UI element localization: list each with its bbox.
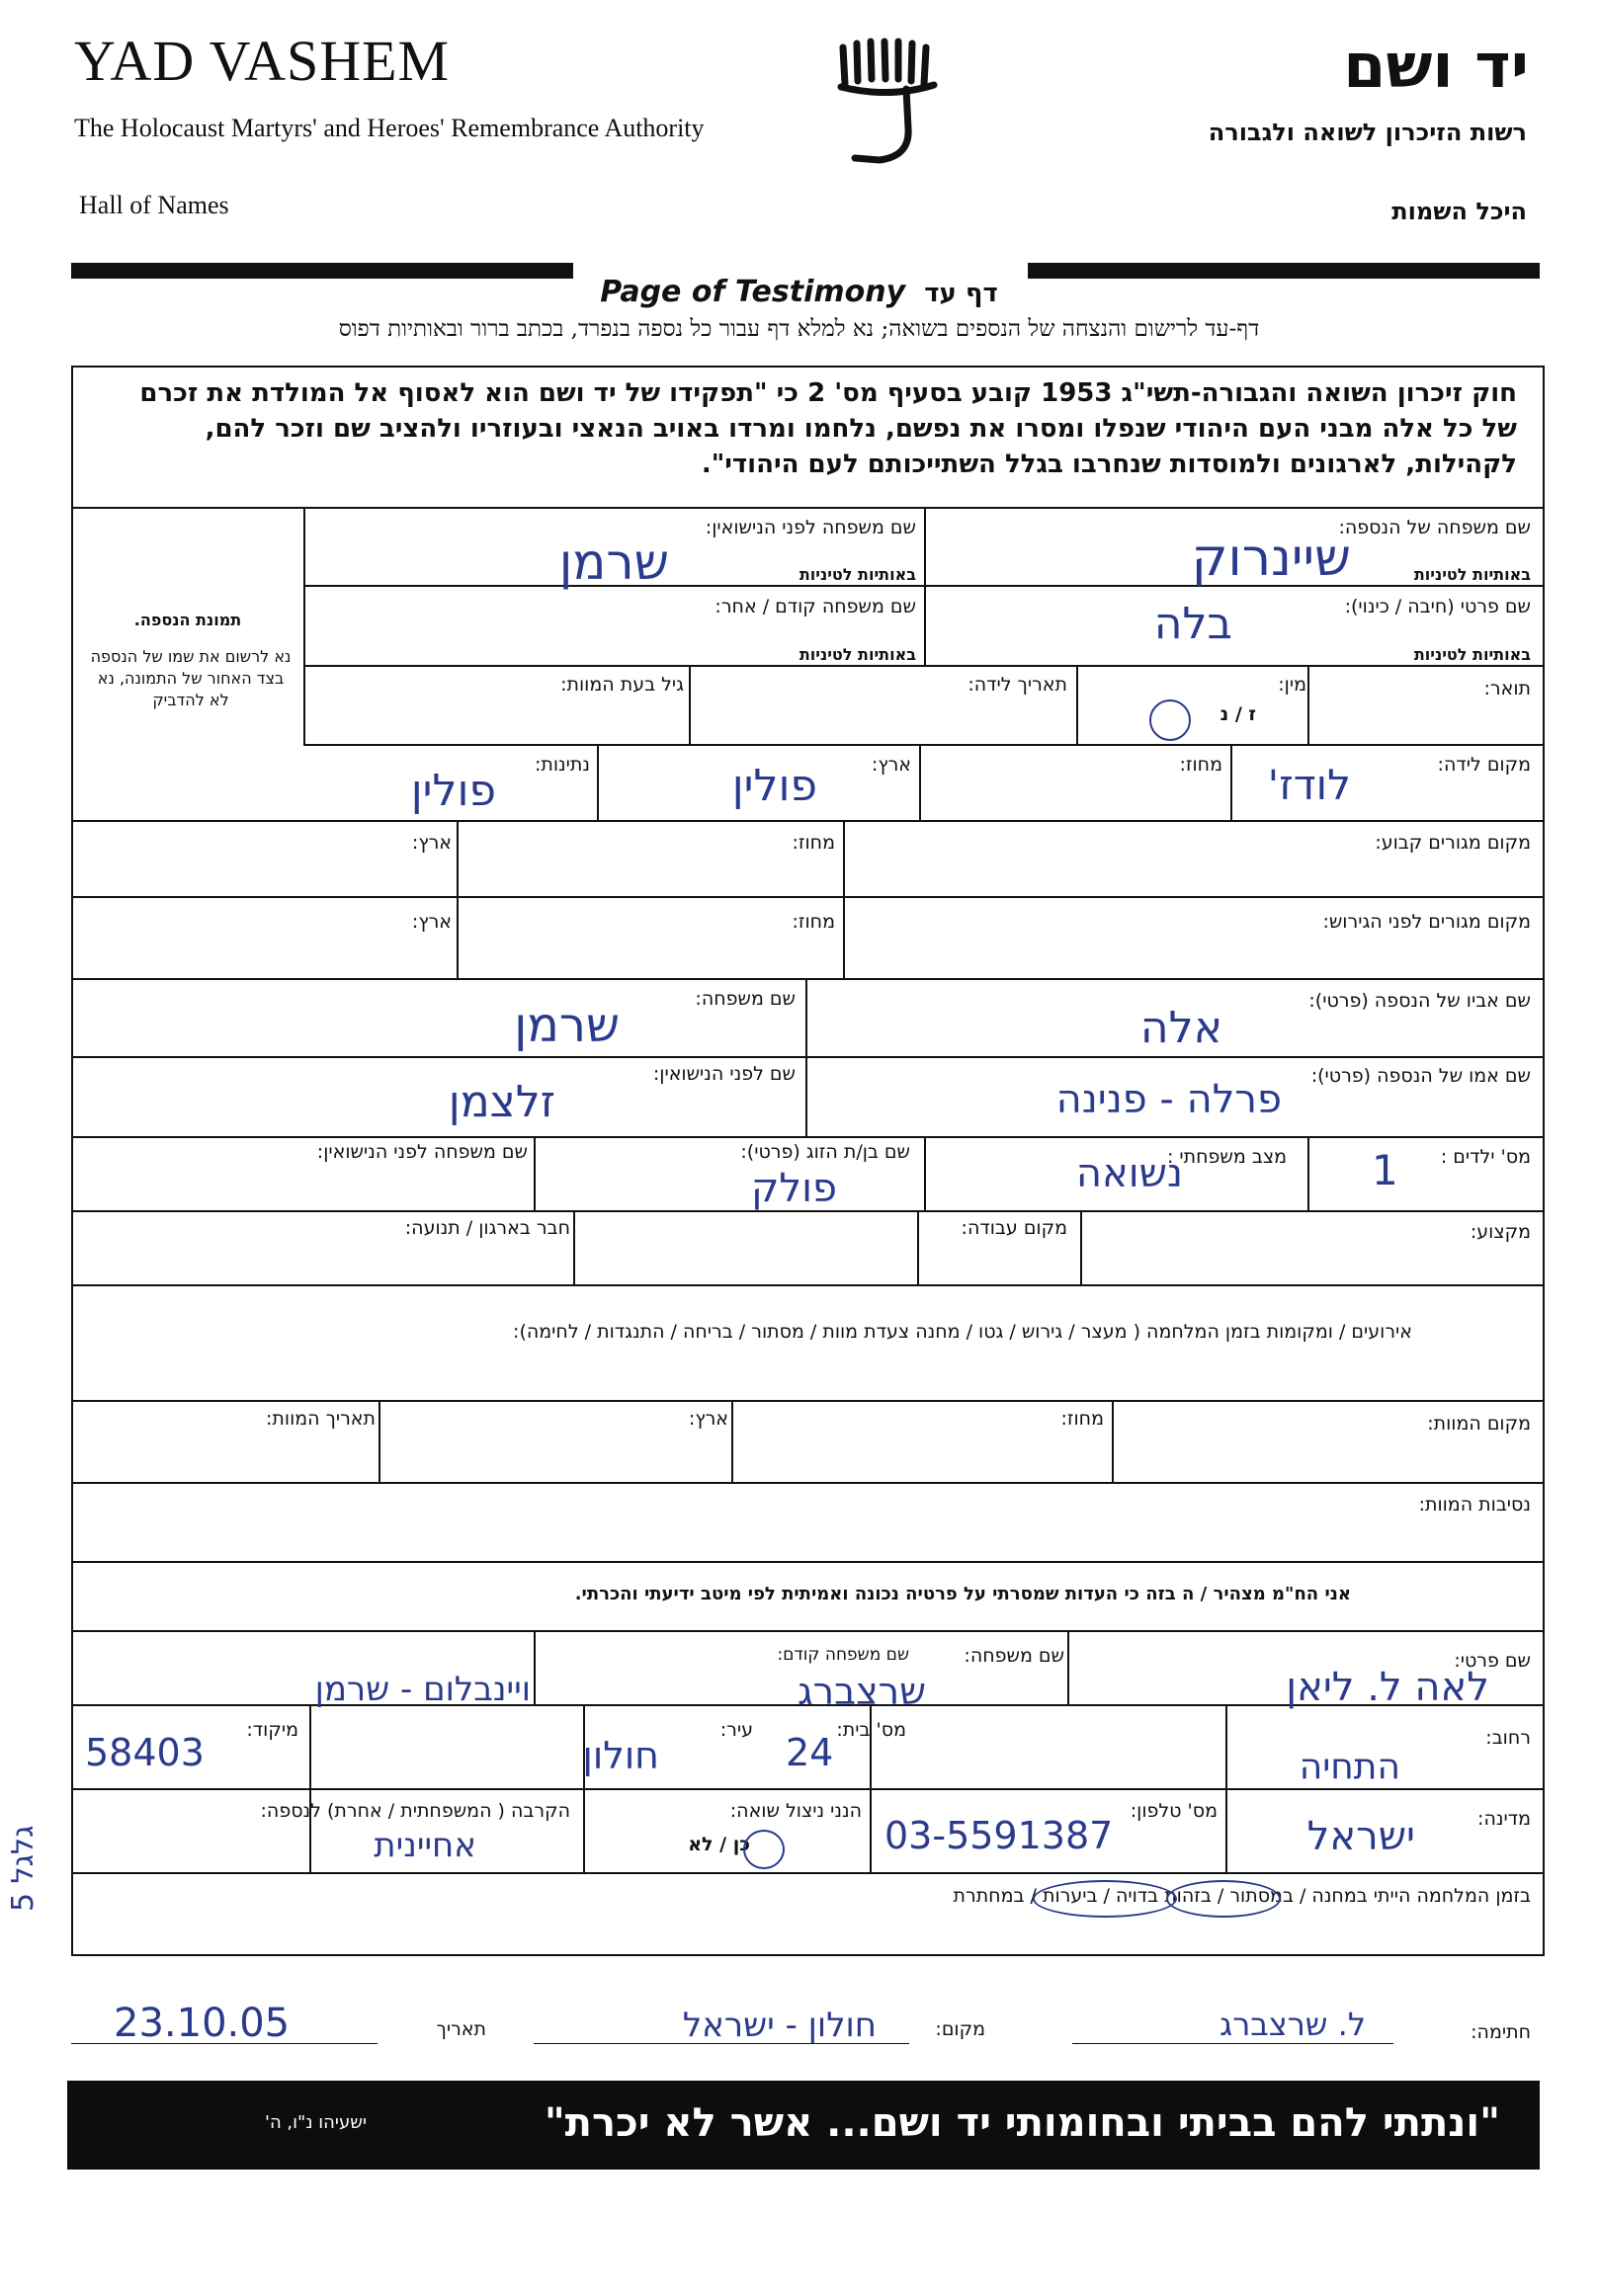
grid-line <box>1080 1210 1082 1284</box>
value-victim-surname: שיינרוק <box>1191 529 1351 588</box>
label-date: תאריך <box>436 2018 486 2040</box>
label-marital-status: מצב משפחתי : <box>1166 1146 1287 1168</box>
label-title: תואר: <box>1483 678 1531 699</box>
war-status-circle-1 <box>1033 1880 1177 1918</box>
label-maiden-name: שם משפחה לפני הנישואין: <box>705 517 916 538</box>
value-spouse-name: פולק <box>751 1166 837 1211</box>
grid-line <box>1076 665 1078 744</box>
grid-line <box>71 1136 1543 1138</box>
value-relation: אחיינית <box>374 1826 476 1865</box>
label-submitter-family: שם משפחה: <box>964 1645 1064 1667</box>
label-death-circumstances: נסיבות המוות: <box>1418 1494 1531 1516</box>
value-maiden-name: שרמן <box>558 533 669 591</box>
label-house-no: מס' בית: <box>836 1719 906 1741</box>
form-title <box>0 275 1598 309</box>
grid-line <box>534 1630 536 1704</box>
label-nationality: נתינות: <box>534 754 590 776</box>
label-organization: חבר בארגון / תנועה: <box>404 1217 570 1239</box>
label-deport-country: ארץ: <box>411 911 452 933</box>
value-mother-maiden: זלצמן <box>448 1077 555 1127</box>
value-house-no: 24 <box>786 1731 834 1774</box>
hall-of-names-hebrew: היכל השמות <box>1391 198 1527 225</box>
label-spouse-maiden: שם משפחה לפני הנישואין: <box>316 1141 528 1163</box>
label-photo: תמונת הנספה. <box>133 611 242 629</box>
value-street: התחיה <box>1299 1747 1400 1787</box>
signature-line <box>1072 2043 1393 2044</box>
label-first-name: שם פרטי (חיבה / כינוי): <box>1344 596 1531 617</box>
grid-line <box>924 1136 926 1210</box>
label-birth-region: מחוז: <box>1179 754 1222 776</box>
grid-line <box>71 1400 1543 1402</box>
grid-line <box>731 1400 733 1482</box>
label-latin-letters: באותיות לטיניות <box>1413 645 1531 664</box>
label-death-date: תאריך המוות: <box>266 1408 376 1430</box>
label-relation: הקרבה ( המשפחתית / אחרת) לנספה: <box>260 1800 570 1822</box>
grid-line <box>597 744 599 820</box>
grid-line <box>534 1136 536 1210</box>
label-mother-maiden: שם לפני הנישואין: <box>652 1063 796 1085</box>
label-latin-letters: באותיות לטיניות <box>1413 565 1531 584</box>
label-prev-surname: שם משפחה קודם / אחר: <box>715 596 916 617</box>
survivor-selection-circle <box>743 1830 785 1869</box>
grid-line <box>1067 1630 1069 1704</box>
authority-subtitle-hebrew: רשות הזיכרון לשואה ולגבורה <box>1208 119 1527 146</box>
label-submitter-prev-family: שם משפחה קודם: <box>777 1645 909 1665</box>
value-date: 23.10.05 <box>114 2001 291 2046</box>
label-permanent-residence: מקום מגורים קבוע: <box>1375 832 1531 854</box>
form-title-hebrew: דף עד <box>924 279 998 308</box>
value-children-count: 1 <box>1372 1146 1398 1194</box>
value-signature: ל. שרצברג <box>1220 2006 1366 2043</box>
gender-options: ז / נ <box>1220 703 1256 725</box>
label-latin-letters: באותיות לטיניות <box>799 565 916 584</box>
label-workplace: מקום עבודה: <box>961 1217 1067 1239</box>
value-submitter-family: שרצברג <box>798 1670 926 1713</box>
label-war-status: בזמן המלחמה הייתי במחנה / במסתור / בזהות בדויה / ביערות / במחתרת <box>953 1885 1531 1907</box>
value-mother-name: פרלה - פנינה <box>1055 1077 1282 1122</box>
authority-subtitle-english: The Holocaust Martyrs' and Heroes' Remembrance Authority <box>74 114 705 142</box>
form-title-english: Page of Testimony <box>600 275 906 309</box>
label-street: רחוב: <box>1485 1727 1531 1749</box>
quote-banner <box>67 2081 1540 2170</box>
label-residence-before-deport: מקום מגורים לפני הגירוש: <box>1322 911 1531 933</box>
label-survivor: הנני ניצול שואה: <box>729 1800 862 1822</box>
label-victim-surname: שם משפחה של הנספה: <box>1338 517 1531 538</box>
label-mother-name: שם אמו של הנספה (פרטי): <box>1310 1065 1531 1087</box>
label-gender: מין: <box>1278 674 1306 696</box>
label-place: מקום: <box>935 2018 985 2040</box>
form-instructions: דף-עד לרישום והנצחה של הנספים בשואה; נא למלא דף עבור כל נספה בנפרד, בכתב ברור ובאותיות דפוס <box>338 316 1260 342</box>
label-death-region: מחוז: <box>1060 1408 1104 1430</box>
label-phone: מס' טלפון: <box>1130 1800 1218 1822</box>
value-father-family: שרמן <box>514 998 620 1053</box>
grid-line <box>303 665 1543 667</box>
label-birth-country: ארץ: <box>871 754 911 776</box>
value-father-name: אלה <box>1139 1003 1222 1053</box>
brand-name-hebrew: יד ושם <box>1343 30 1529 102</box>
grid-line <box>919 744 921 820</box>
label-residence-country: ארץ: <box>411 832 452 854</box>
grid-line <box>71 820 1543 822</box>
label-war-events: אירועים / ומקומות בזמן המלחמה ( מעצר / גירוש / גטו / מחנה צעדת מוות / מסתור / בריחה / התנגדות / לחימה): <box>513 1321 1412 1343</box>
grid-line <box>71 1872 1543 1874</box>
label-age-at-death: גיל בעת המוות: <box>560 674 684 696</box>
value-first-name: בלה <box>1153 599 1232 649</box>
grid-line <box>71 1788 1543 1790</box>
label-city: עיר: <box>719 1719 753 1741</box>
grid-line <box>457 820 459 978</box>
label-submitter-first: שם פרטי: <box>1454 1650 1531 1672</box>
declaration-text: אני הח"מ מצהיר / ה בזה כי העדות שמסרתי על פרטיה נכונה ואמיתית לפי מיטב ידיעתי והכרתי. <box>574 1584 1351 1604</box>
grid-line <box>71 1284 1543 1286</box>
value-state: ישראל <box>1306 1814 1415 1859</box>
grid-line <box>1307 665 1309 744</box>
grid-line <box>1307 1136 1309 1210</box>
label-death-place: מקום המוות: <box>1427 1413 1531 1435</box>
grid-line <box>303 585 1543 587</box>
label-residence-region: מחוז: <box>792 832 835 854</box>
grid-line <box>303 744 1543 746</box>
grid-line <box>917 1210 919 1284</box>
grid-line <box>378 1400 380 1482</box>
value-submitter-first: לאה ל. ליאן <box>1286 1665 1489 1710</box>
label-children-count: מס' ילדים : <box>1440 1146 1531 1168</box>
value-submitter-prev-family: ויינבלום - שרמן <box>314 1670 531 1709</box>
grid-line <box>71 507 1543 509</box>
survivor-options: כן / לא <box>688 1834 750 1855</box>
value-place: חולון - ישראל <box>682 2006 877 2045</box>
grid-line <box>573 1210 575 1284</box>
grid-line <box>71 896 1543 898</box>
banner-quote-source: ישעיהו נ"ו, ה' <box>265 2112 367 2133</box>
hall-of-names-english: Hall of Names <box>79 191 229 219</box>
label-state: מדינה: <box>1477 1808 1531 1830</box>
grid-line <box>71 1630 1543 1632</box>
grid-line <box>843 820 845 978</box>
label-zip: מיקוד: <box>246 1719 298 1741</box>
gender-selection-circle <box>1149 699 1191 741</box>
value-nationality: פולין <box>410 766 496 816</box>
grid-line <box>1230 744 1232 820</box>
value-phone: 03-5591387 <box>884 1814 1114 1857</box>
grid-line <box>1112 1400 1114 1482</box>
label-birth-date: תאריך לידה: <box>967 674 1067 696</box>
label-latin-letters: באותיות לטיניות <box>799 645 916 664</box>
brand-name-english: YAD VASHEM <box>74 29 451 93</box>
grid-line <box>689 665 691 744</box>
label-profession: מקצוע: <box>1470 1221 1531 1243</box>
label-father-name: שם אביו של הנספה (פרטי): <box>1308 990 1531 1012</box>
value-zip: 58403 <box>85 1731 205 1774</box>
value-birth-place: לודז' <box>1267 761 1351 809</box>
war-status-circle-2 <box>1166 1880 1281 1918</box>
label-deport-region: מחוז: <box>792 911 835 933</box>
grid-line <box>71 1482 1543 1484</box>
banner-quote: "ונתתי להם בביתי ובחומותי יד ושם... אשר לא יכרת" <box>544 2100 1500 2146</box>
grid-line <box>71 1561 1543 1563</box>
value-marital-status: נשואה <box>1075 1151 1183 1196</box>
value-birth-country: פולין <box>731 761 817 811</box>
label-spouse-name: שם בן/ת הזוג (פרטי): <box>740 1141 910 1163</box>
grid-line <box>71 1056 1543 1058</box>
margin-note: גלגל 5 <box>6 1825 41 1912</box>
yad-vashem-logo <box>835 30 944 178</box>
photo-note: נא לרשום את שמו של הנספה בצד האחור של התמונה, נא לא להדביק <box>90 647 292 709</box>
label-father-family: שם משפחה: <box>695 988 796 1010</box>
label-signature: חתימה: <box>1471 2021 1531 2043</box>
law-paragraph: חוק זיכרון השואה והגבורה-תשי"ג 1953 קובע בסעיף מס' 2 כי "תפקידו של יד ושם הוא לאסוף אל המולדת את זכרם של כל אלה מבני העם היהודי שנפלו ומסרו את נפשם, נלחמו ומרדו באויב הנאצי ובעוזריו ולהציב שם וזכר להם, לקהילות, לארגונים ולמוסדות שנחרבו בגלל השתייכותם לעם היהודי". <box>139 378 1517 479</box>
label-birth-place: מקום לידה: <box>1437 754 1531 776</box>
label-death-country: ארץ: <box>688 1408 728 1430</box>
value-city: חולון <box>582 1734 659 1777</box>
grid-line <box>303 507 305 744</box>
